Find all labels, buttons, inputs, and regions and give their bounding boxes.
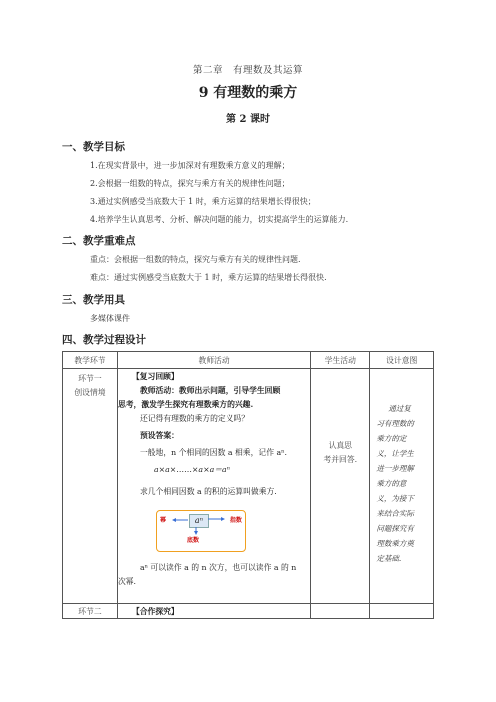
power-term: aⁿ xyxy=(189,514,209,528)
keypoint-item: 重点：会根据一组数的特点，探究与乘方有关的规律性问题. xyxy=(90,255,301,264)
goal-item: 1.在现实背景中，进一步加深对有理数乘方意义的理解； xyxy=(90,161,290,170)
stage-number: 环节二 xyxy=(78,607,102,616)
power-label: 幂 xyxy=(159,517,166,524)
intent-text: 来结合实际 xyxy=(376,509,414,518)
review-question: 还记得有理数的乘方的定义吗？ xyxy=(139,414,250,423)
teacher-activity-text: 教师活动：教师出示问题，引导学生回顾 xyxy=(139,386,281,395)
header-student: 学生活动 xyxy=(311,352,370,369)
header-intent: 设计意图 xyxy=(370,352,434,369)
student-activity-text: 考并回答. xyxy=(323,455,358,464)
intent-text: 乘方的定 xyxy=(376,434,407,443)
intent-text: 问题探究有 xyxy=(376,524,414,533)
goal-item: 2.会根据一组数的特点，探究与乘方有关的规律性问题； xyxy=(90,179,290,188)
goal-item: 3.通过实例感受当底数大于 1 时，乘方运算的结果增长得很快； xyxy=(90,197,316,206)
cooperative-inquiry-label: 【合作探究】 xyxy=(131,607,179,616)
chapter-heading: 第二章 有理数及其运算 xyxy=(192,65,303,76)
section-keypoints-heading: 二、教学重难点 xyxy=(62,235,136,247)
lesson-number: 第 2 课时 xyxy=(226,114,270,125)
intent-text: 乘方的意 xyxy=(376,479,407,488)
section-goals-heading: 一、教学目标 xyxy=(62,141,125,153)
intent-text: 义，让学生 xyxy=(376,449,414,458)
section-process-heading: 四、教学过程设计 xyxy=(62,334,146,346)
teacher-activity-text: 思考，激发学生探究有理数乘方的兴趣. xyxy=(117,400,254,409)
design-intent-cell xyxy=(370,604,434,619)
header-teacher: 教师活动 xyxy=(117,352,310,369)
intent-text: 理数乘方奠 xyxy=(376,539,414,548)
lesson-title: 9 有理数的乘方 xyxy=(198,85,298,101)
definition-formula: a×a×……×a×a＝aⁿ xyxy=(153,465,230,474)
intent-text: 习有理数的 xyxy=(376,419,414,428)
intent-text: 定基础. xyxy=(376,554,402,563)
exponent-label: 指数 xyxy=(229,517,242,524)
stage-cell xyxy=(63,604,118,619)
preset-answer-label: 预设答案： xyxy=(139,431,179,440)
table-header-row xyxy=(63,352,434,369)
review-label: 【复习回顾】 xyxy=(131,372,179,381)
table-row xyxy=(63,604,434,619)
header-stage: 教学环节 xyxy=(63,352,118,369)
stage-name: 创设情境 xyxy=(74,388,106,397)
table-row xyxy=(63,369,434,604)
stage-cell xyxy=(63,369,118,604)
student-activity-text: 认真思 xyxy=(328,441,352,450)
intent-text: 义，为接下 xyxy=(376,494,414,503)
intent-text: 通过复 xyxy=(388,404,411,413)
design-intent-cell xyxy=(370,369,434,604)
keypoint-item: 难点：通过实例感受当底数大于 1 时，乘方运算的结果增长得很快. xyxy=(90,273,327,282)
definition-text: 一般地，n 个相同的因数 a 相乘，记作 aⁿ. xyxy=(139,448,287,457)
teacher-activity-cell xyxy=(117,604,310,619)
stage-number: 环节一 xyxy=(78,374,102,383)
reading-text: aⁿ 可以读作 a 的 n 次方，也可以读作 a 的 n xyxy=(139,563,297,572)
base-label: 底数 xyxy=(186,537,199,544)
intent-text: 进一步理解 xyxy=(376,464,414,473)
operation-definition: 求几个相同因数 a 的积的运算叫做乘方. xyxy=(139,487,277,496)
goal-item: 4.培养学生认真思考、分析、解决问题的能力，切实提高学生的运算能力. xyxy=(90,215,349,224)
reading-text: 次幂. xyxy=(117,577,137,586)
student-activity-cell xyxy=(311,604,370,619)
process-table xyxy=(62,351,434,619)
student-activity-cell xyxy=(311,369,370,604)
power-diagram xyxy=(156,510,246,552)
section-tools-heading: 三、教学用具 xyxy=(62,294,125,306)
teacher-activity-cell xyxy=(117,369,310,604)
tool-item: 多媒体课件 xyxy=(90,314,130,323)
arrow-icon xyxy=(157,511,245,551)
